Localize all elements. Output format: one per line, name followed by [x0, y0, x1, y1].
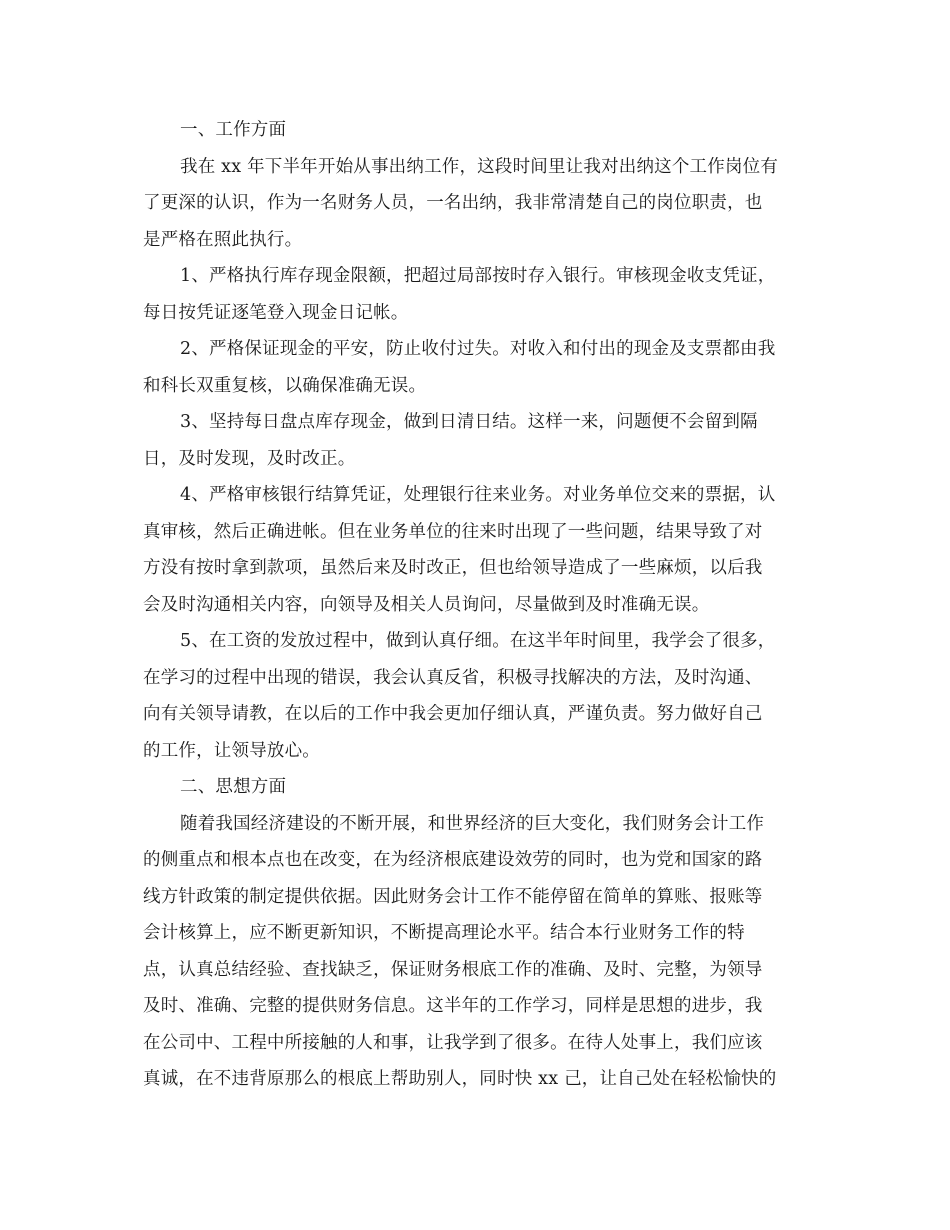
paragraph-line: 日，及时发现，及时改正。 [143, 448, 356, 469]
paragraph-line: 真诚，在不违背原那么的根底上帮助别人，同时快 xx 己，让自己处在轻松愉快的 [143, 1069, 777, 1089]
paragraph-line: 会计核算上，应不断更新知识，不断提高理论水平。结合本行业财务工作的特 [143, 923, 745, 943]
section-heading-work: 一、工作方面 [180, 120, 287, 140]
paragraph-line: 我在 xx 年下半年开始从事出纳工作，这段时间里让我对出纳这个工作岗位有 [180, 156, 779, 177]
paragraph-line: 及时、准确、完整的提供财务信息。这半年的工作学习，同样是思想的进步，我 [143, 996, 763, 1016]
paragraph-line: 方没有按时拿到款项，虽然后来及时改正，但也给领导造成了一些麻烦，以后我 [143, 558, 763, 578]
paragraph-line: 是严格在照此执行。 [143, 229, 303, 250]
paragraph-line: 会及时沟通相关内容，向领导及相关人员询问，尽量做到及时准确无误。 [143, 594, 710, 615]
paragraph-line: 的工作，让领导放心。 [143, 740, 320, 761]
paragraph-line: 的侧重点和根本点也在改变，在为经济根底建设效劳的同时，也为党和国家的路 [143, 850, 763, 870]
paragraph-line: 在公司中、工程中所接触的人和事，让我学到了很多。在待人处事上，我们应该 [143, 1032, 763, 1053]
list-item-3: 3、坚持每日盘点库存现金，做到日清日结。这样一来，问题便不会留到隔 [180, 412, 758, 432]
section-heading-thought: 二、思想方面 [180, 777, 287, 797]
paragraph-line: 在学习的过程中出现的错误，我会认真反省，积极寻找解决的方法，及时沟通、 [143, 667, 763, 688]
list-item-1: 1、严格执行库存现金限额，把超过局部按时存入银行。审核现金收支凭证， [180, 266, 776, 286]
paragraph-line: 每日按凭证逐笔登入现金日记帐。 [143, 302, 409, 323]
paragraph-line: 向有关领导请教，在以后的工作中我会更加仔细认真，严谨负责。努力做好自己 [143, 704, 763, 724]
list-item-5: 5、在工资的发放过程中，做到认真仔细。在这半年时间里，我学会了很多， [180, 631, 776, 651]
paragraph-line: 点，认真总结经验、查找缺乏，保证财务根底工作的准确、及时、完整，为领导 [143, 959, 763, 980]
paragraph-line: 线方针政策的制定提供依据。因此财务会计工作不能停留在简单的算账、报账等 [143, 886, 763, 907]
list-item-4: 4、严格审核银行结算凭证，处理银行往来业务。对业务单位交来的票据，认 [180, 485, 776, 505]
paragraph-line: 了更深的认识，作为一名财务人员，一名出纳，我非常清楚自己的岗位职责，也 [143, 193, 763, 213]
list-item-2: 2、严格保证现金的平安，防止收付过失。对收入和付出的现金及支票都由我 [180, 339, 776, 359]
paragraph-line: 和科长双重复核，以确保准确无误。 [143, 375, 427, 396]
paragraph-line: 随着我国经济建设的不断开展，和世界经济的巨大变化，我们财务会计工作 [180, 813, 765, 834]
document-body [143, 112, 806, 1098]
paragraph-line: 真审核，然后正确进帐。但在业务单位的往来时出现了一些问题，结果导致了对 [143, 521, 763, 542]
